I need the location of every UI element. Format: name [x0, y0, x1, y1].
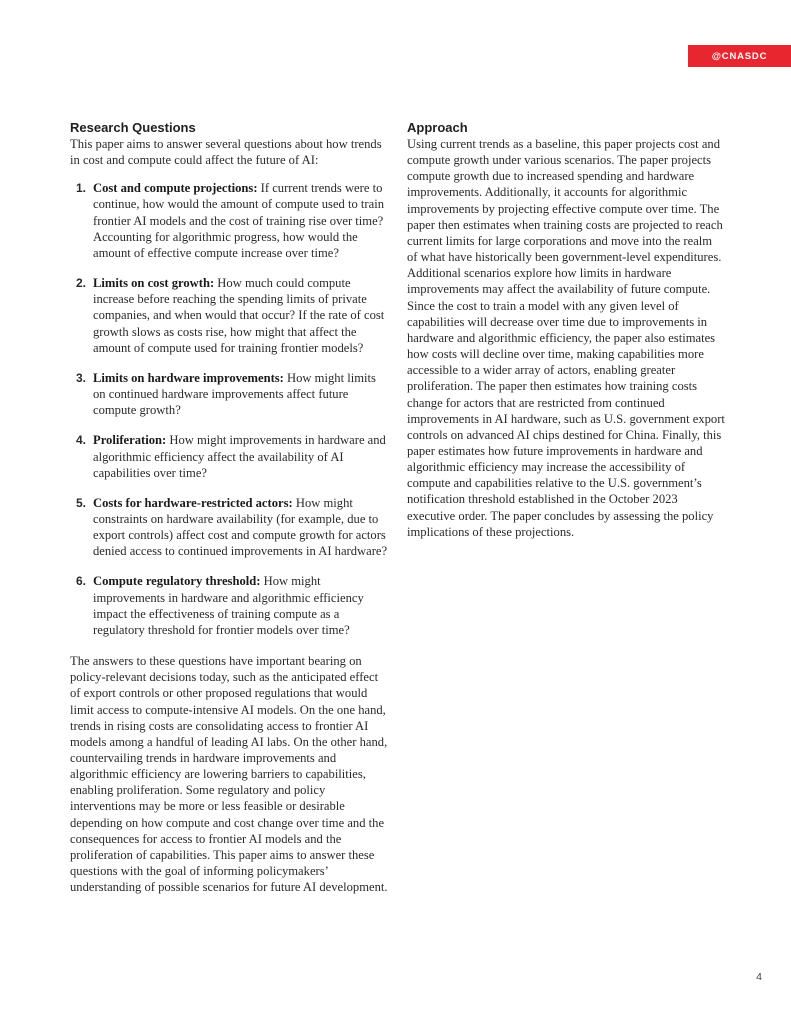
question-text: How might improvements in hardware and algorithmic efficiency affect the availability of AI capabilities over time?	[93, 433, 386, 480]
list-number: 1.	[76, 181, 87, 196]
page-number: 4	[756, 971, 762, 983]
list-item	[70, 370, 390, 418]
question-title: Limits on cost growth:	[93, 276, 215, 291]
research-intro: This paper aims to answer several questions about how trends in cost and compute could affect the future of AI:	[70, 137, 382, 168]
list-number: 2.	[76, 276, 87, 291]
approach-body: Using current trends as a baseline, this paper projects cost and compute growth under various scenarios. The paper projects compute growth due to increased spending and hardware improvements. Additionally, it accounts for algorithmic improvements by projecting effective compute over time. The paper then estimates when training costs are projected to reach current limits for large corporations and move into the realm of what have historically been government-level expenditures. Additional scenarios explore how limits in hardware improvements may affect the availability of future compute. Since the cost to train a model with any given level of capabilities will decrease over time due to improvements in hardware and algorithmic efficiency, the paper also estimates how costs will decline over time, making capabilities more accessible to a wider array of actors, enabling greater proliferation. The paper then estimates how training costs change for actors that are restricted from continued improvements in AI hardware, such as U.S. government export controls on advanced AI chips destined for China. Finally, this paper estimates how future improvements in hardware and algorithmic efficiency may increase the accessibility of compute and capabilities relative to the U.S. government’s notification threshold established in the October 2023 executive order. The paper concludes by assessing the policy implications of these projections.	[407, 137, 725, 539]
list-item	[70, 432, 390, 480]
question-text: How might improvements in hardware and algorithmic efficiency impact the effectiveness of training compute as a regulatory threshold for frontier models over time?	[93, 574, 364, 637]
question-title: Proliferation:	[93, 433, 167, 448]
list-number: 3.	[76, 370, 87, 385]
question-text: How might constraints on hardware availability (for example, due to export controls) affect cost and compute growth for actors denied access to continued improvements in AI hardware?	[93, 495, 388, 559]
cnasdc-handle-tag: @CNASDC	[688, 45, 791, 67]
list-number: 5.	[76, 495, 87, 510]
question-text: How much could compute increase before reaching the spending limits of private companies, and when would that occur? If the rate of cost growth slows as costs rise, how might that affect the amount of compute used for training frontier models?	[93, 276, 385, 355]
list-item	[70, 275, 390, 356]
list-item	[70, 180, 390, 261]
research-closing-paragraph: The answers to these questions have important bearing on policy-relevant decisions today, such as the anticipated effect of export controls or other proposed regulations that would limit access to compute-intensive AI models. On the one hand, trends in rising costs are consolidating access to frontier AI models among a handful of leading AI labs. On the other hand, countervailing trends in hardware improvements and algorithmic efficiency are lowering barriers to capabilities, enabling proliferation. Some regulatory and policy interventions may be more or less feasible or desirable depending on how compute and cost change over time and the consequences for access to frontier AI models and the proliferation of capabilities. This paper aims to answer these questions with the goal of informing policymakers’ understanding of possible scenarios for future AI development.	[70, 654, 388, 895]
research-questions-section	[70, 120, 390, 895]
list-number: 4.	[76, 433, 87, 448]
question-title: Compute regulatory threshold:	[93, 574, 261, 589]
question-text: How might limits on continued hardware improvements affect future compute growth?	[93, 370, 376, 418]
question-text: If current trends were to continue, how would the amount of compute used to train frontier AI models and the cost of training rise over time? Accounting for algorithmic progress, how would the amount of effective compute increase over time?	[93, 181, 384, 260]
question-title: Costs for hardware-restricted actors:	[93, 495, 293, 510]
approach-heading: Approach	[407, 120, 468, 135]
approach-section	[407, 120, 725, 540]
research-questions-list	[70, 180, 390, 638]
list-item	[70, 495, 390, 560]
list-item	[70, 573, 390, 638]
question-title: Cost and compute projections:	[93, 181, 258, 196]
question-title: Limits on hardware improvements:	[93, 370, 284, 385]
research-questions-heading: Research Questions	[70, 120, 196, 135]
list-number: 6.	[76, 574, 87, 589]
